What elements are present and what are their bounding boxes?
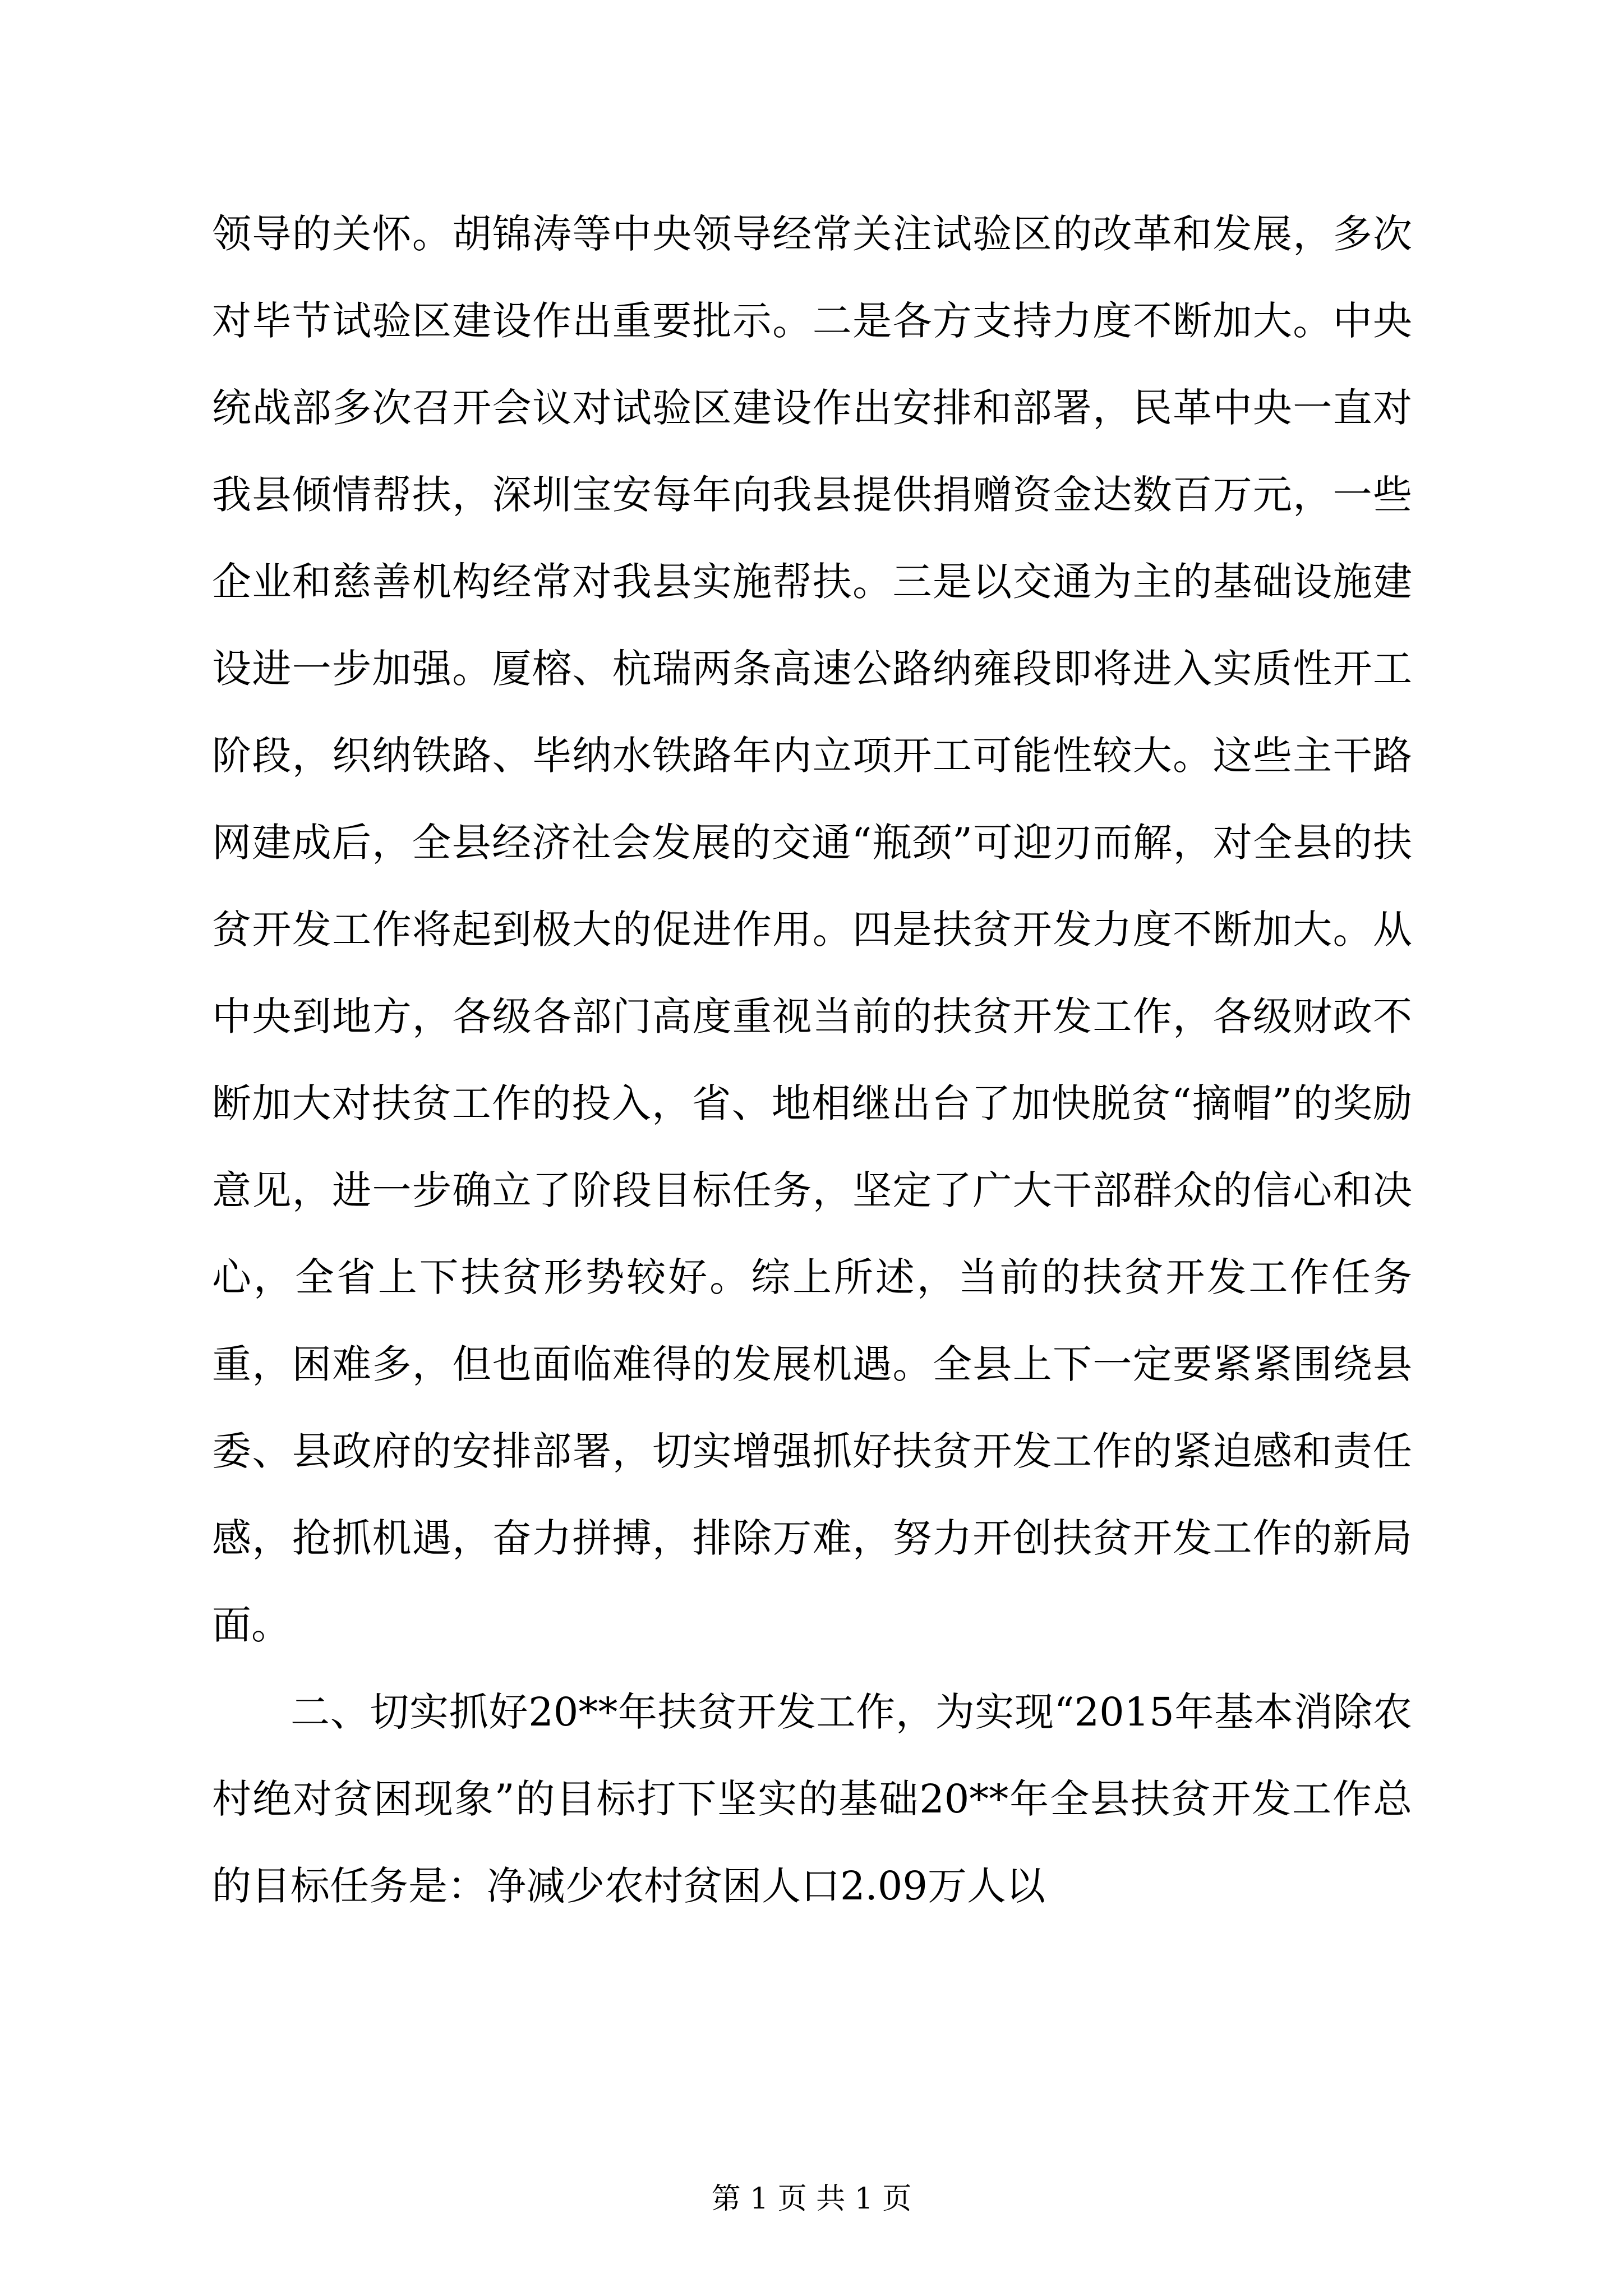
paragraph-section-two: 二、切实抓好20**年扶贫开发工作，为实现“2015年基本消除农村绝对贫困现象”的目标打下坚实的基础20**年全县扶贫开发工作总的目标任务是：净减少农村贫困人口2.09万人以 <box>212 1689 1412 1909</box>
paragraph-continued: 领导的关怀。胡锦涛等中央领导经常关注试验区的改革和发展，多次对毕节试验区建设作出重要批示。二是各方支持力度不断加大。中央统战部多次召开会议对试验区建设作出安排和部署，民革中央一直对我县倾情帮扶，深圳宝安每年向我县提供捐赠资金达数百万元，一些企业和慈善机构经常对我县实施帮扶。三是以交通为主的基础设施建设进一步加强。厦榕、杭瑞两条高速公路纳雍段即将进入实质性开工阶段，织纳铁路、毕纳水铁路年内立项开工可能性较大。这些主干路网建成后，全县经济社会发展的交通“瓶颈”可迎刃而解，对全县的扶贫开发工作将起到极大的促进作用。四是扶贫开发力度不断加大。从中央到地方，各级各部门高度重视当前的扶贫开发工作，各级财政不断加大对扶贫工作的投入，省、地相继出台了加快脱贫“摘帽”的奖励意见，进一步确立了阶段目标任务，坚定了广大干部群众的信心和决心，全省上下扶贫形势较好。综上所述，当前的扶贫开发工作任务重，困难多，但也面临难得的发展机遇。全县上下一定要紧紧围绕县委、县政府的安排部署，切实增强抓好扶贫开发工作的紧迫感和责任感，抢抓机遇，奋力拼搏，排除万难，努力开创扶贫开发工作的新局面。 <box>212 211 1412 1648</box>
document-body <box>212 191 1412 1930</box>
page-footer: 第 1 页 共 1 页 <box>711 2182 912 2216</box>
